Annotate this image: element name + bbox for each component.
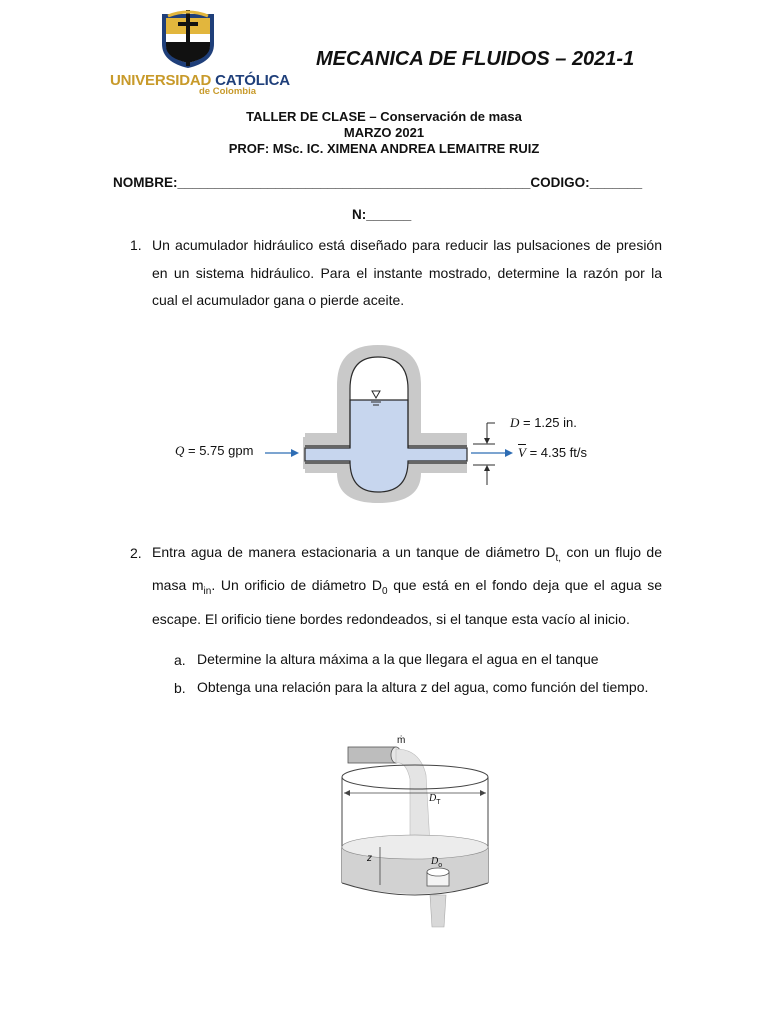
q2-text-part-3: . Un orificio de diámetro D xyxy=(211,577,382,594)
velocity-symbol: $\overline{V}$ xyxy=(518,445,526,460)
tank-diameter-sub: T xyxy=(436,799,441,806)
workshop-title: TALLER DE CLASE – Conservación de masa xyxy=(246,109,522,124)
velocity-label xyxy=(518,445,587,461)
orifice-diameter-symbol: D xyxy=(431,856,439,867)
q2-item-a-text: Determine la altura máxima a la que llegara el agua en el tanque xyxy=(197,651,599,667)
logo-subtitle: de Colombia xyxy=(199,86,257,97)
logo-word-universidad: UNIVERSIDAD xyxy=(110,72,212,89)
logo-word-catolica: CATÓLICA xyxy=(215,72,290,89)
accumulator-figure xyxy=(165,345,615,505)
tank-diameter-symbol: D xyxy=(429,793,437,804)
q2-text-part-1: Entra agua de manera estacionaria a un tanque de diámetro D xyxy=(152,544,556,560)
q2-item-a-letter: a. xyxy=(174,652,186,668)
tank-diagram xyxy=(340,735,500,930)
n-field: N:______ xyxy=(352,207,412,222)
q2-sub-in: in xyxy=(203,586,212,598)
q2-item-b-letter: b. xyxy=(174,680,186,696)
q2-sub-0: 0 xyxy=(381,586,388,598)
professor-name: PROF: MSc. IC. XIMENA ANDREA LEMAITRE RUIZ xyxy=(228,141,540,156)
shield-icon xyxy=(158,8,218,70)
question-2-text xyxy=(152,539,662,633)
tank-diameter-label xyxy=(429,793,441,806)
height-z-label: z xyxy=(367,853,372,864)
q2-text-part-4: que está en el fondo deja que el agua se escape. El orificio tiene bordes redondeados, si el tanque esta vacío al inicio. xyxy=(152,577,662,627)
velocity-value: = 4.35 ft/s xyxy=(525,445,588,460)
q2-sub-t: t, xyxy=(555,552,561,564)
tank-figure xyxy=(340,735,500,930)
flow-rate-label xyxy=(175,443,253,459)
mass-flow-label: ṁ xyxy=(397,735,406,746)
q2-item-b-text: Obtenga una relación para la altura z del agua, como función del tiempo. xyxy=(197,679,649,695)
diameter-label xyxy=(510,415,577,431)
flow-rate-symbol: Q xyxy=(175,443,185,458)
q2-text-part-2: con un flujo de masa m xyxy=(152,544,662,594)
question-1-text: Un acumulador hidráulico está diseñado para reducir las pulsaciones de presión en un sistema hidráulico. Para el instante mostrado, determine la razón por la cual el acumulador gana o pierde aceite. xyxy=(152,237,662,308)
course-title: MECANICA DE FLUIDOS – 2021-1 xyxy=(316,48,635,70)
flow-rate-value: = 5.75 gpm xyxy=(184,443,254,458)
name-code-field: NOMBRE:_______________________________________________CODIGO:_______ xyxy=(113,175,643,190)
orifice-diameter-sub: o xyxy=(438,862,443,869)
workshop-date: MARZO 2021 xyxy=(343,125,425,140)
question-1-number: 1. xyxy=(130,237,142,253)
question-2-number: 2. xyxy=(130,545,142,561)
diameter-value: = 1.25 in. xyxy=(519,415,577,430)
orifice-diameter-label xyxy=(431,856,442,869)
diameter-symbol: D xyxy=(510,415,520,430)
